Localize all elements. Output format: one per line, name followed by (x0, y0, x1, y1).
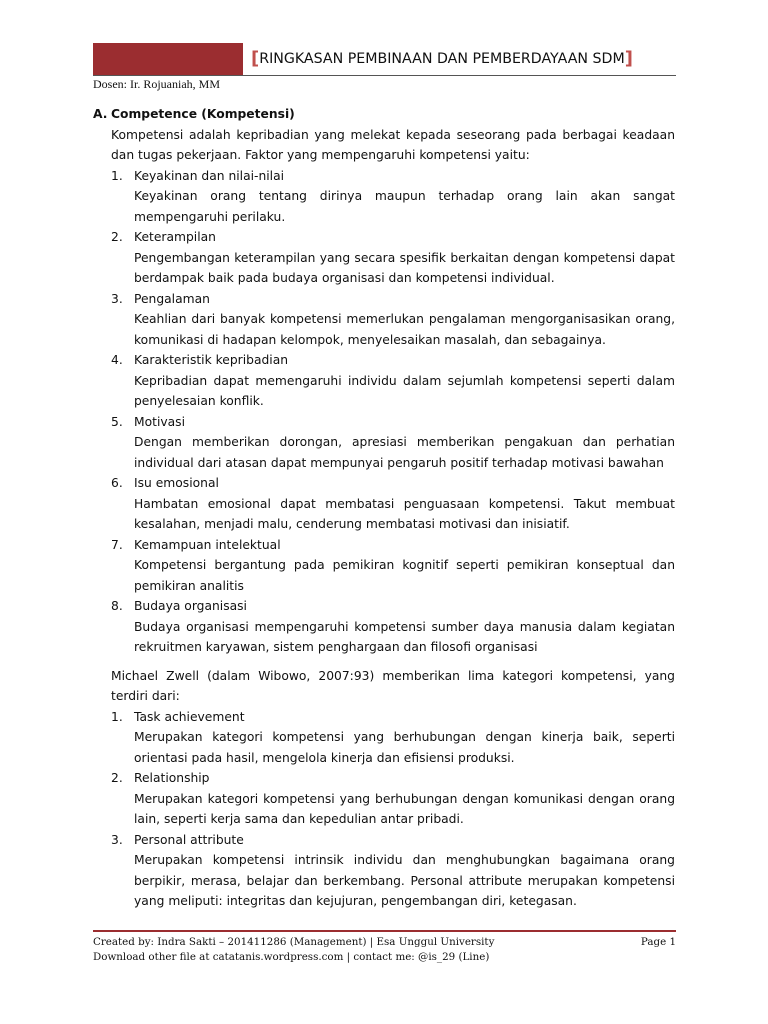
item-number: 4. (111, 353, 123, 367)
item-number: 2. (111, 230, 123, 244)
factor-item (111, 289, 675, 351)
item-title: Budaya organisasi (134, 599, 247, 613)
category-item (111, 707, 675, 769)
item-number: 7. (111, 537, 123, 552)
item-description: Kompetensi bergantung pada pemikiran kognitif seperti pemikiran konseptual dan pemikiran analitis (134, 558, 675, 593)
factor-list (93, 166, 675, 658)
item-description: Merupakan kompetensi intrinsik individu dan menghubungkan bagaimana orang berpikir, merasa, belajar dan berkembang. Personal attribute merupakan kompetensi yang meliputi: integritas dan kejujuran, pengembangan diri, ketegasan. (134, 853, 675, 908)
item-description: Hambatan emosional dapat membatasi penguasaan kompetensi. Takut membuat kesalahan, menjadi malu, cenderung membatasi motivasi dan inisiatif. (134, 496, 675, 531)
item-title: Relationship (134, 771, 210, 785)
category-list (93, 707, 675, 912)
item-number: 1. (111, 709, 123, 724)
footer-credit: Created by: Indra Sakti – 201411286 (Management) | Esa Unggul University (93, 936, 495, 948)
title-text: RINGKASAN PEMBINAAN DAN PEMBERDAYAAN SDM (259, 51, 625, 67)
document-body (93, 104, 675, 912)
item-number: 1. (111, 168, 123, 183)
item-number: 3. (111, 291, 123, 306)
factor-item (111, 535, 675, 597)
item-description: Kepribadian dapat memengaruhi individu dalam sejumlah kompetensi seperti dalam penyelesaian konflik. (134, 373, 675, 408)
factor-item (111, 350, 675, 412)
item-number: 6. (111, 476, 123, 490)
item-description: Dengan memberikan dorongan, apresiasi memberikan pengakuan dan perhatian individual dari atasan dapat mempunyai pengaruh positif terhadap motivasi bawahan (134, 435, 675, 470)
item-title: Kemampuan intelektual (134, 537, 281, 552)
item-description: Keyakinan orang tentang dirinya maupun terhadap orang lain akan sangat mempengaruhi perilaku. (134, 189, 675, 224)
page-number: Page 1 (640, 936, 676, 948)
factor-item (111, 227, 675, 289)
item-description: Budaya organisasi mempengaruhi kompetensi sumber daya manusia dalam kegiatan rekruitmen karyawan, sistem penghargaan dan filosofi organisasi (134, 619, 675, 654)
header-color-bar (93, 43, 243, 75)
footer-line-1 (93, 936, 676, 948)
item-title: Isu emosional (134, 476, 219, 490)
item-title: Keterampilan (134, 230, 216, 244)
factor-item (111, 166, 675, 228)
intro-paragraph: Kompetensi adalah kepribadian yang melekat kepada seseorang pada berbagai keadaan dan tugas pekerjaan. Faktor yang mempengaruhi kompetensi yaitu: (111, 127, 675, 162)
category-item (111, 768, 675, 830)
section-heading-text: Competence (Kompetensi) (111, 107, 295, 121)
paragraph-gap (93, 658, 675, 666)
title-bracket-open: [ (251, 48, 260, 69)
item-title: Karakteristik kepribadian (134, 353, 289, 367)
lecturer-line: Dosen: Ir. Rojuaniah, MM (93, 77, 220, 91)
item-number: 2. (111, 771, 123, 785)
footer-line-2: Download other file at catatanis.wordpress.com | contact me: @is_29 (Line) (93, 951, 490, 963)
factor-item (111, 412, 675, 474)
header-divider (93, 75, 676, 76)
document-title (251, 48, 633, 69)
item-description: Merupakan kategori kompetensi yang berhubungan dengan kinerja baik, seperti orientasi pada hasil, mengelola kinerja dan efisiensi produksi. (134, 730, 675, 765)
zwell-paragraph: Michael Zwell (dalam Wibowo, 2007:93) memberikan lima kategori kompetensi, yang terdiri dari: (111, 668, 675, 703)
category-item (111, 830, 675, 912)
factor-item (111, 473, 675, 535)
item-description: Pengembangan keterampilan yang secara spesifik berkaitan dengan kompetensi dapat berdampak baik pada budaya organisasi dan kompetensi individual. (134, 250, 675, 285)
item-description: Merupakan kategori kompetensi yang berhubungan dengan komunikasi dengan orang lain, seperti kerja sama dan kepedulian antar pribadi. (134, 791, 675, 826)
item-title: Motivasi (134, 414, 186, 429)
section-letter: A. (93, 107, 108, 121)
item-number: 3. (111, 832, 123, 847)
item-title: Personal attribute (134, 832, 244, 847)
section-heading (93, 104, 675, 125)
item-title: Task achievement (134, 709, 245, 724)
footer-divider (93, 930, 676, 932)
item-number: 5. (111, 414, 123, 429)
factor-item (111, 596, 675, 658)
item-title: Pengalaman (134, 291, 210, 306)
item-description: Keahlian dari banyak kompetensi memerlukan pengalaman mengorganisasikan orang, komunikasi di hadapan kelompok, menyelesaikan masalah, dan sebagainya. (134, 312, 675, 347)
item-title: Keyakinan dan nilai-nilai (134, 168, 285, 183)
item-number: 8. (111, 599, 123, 613)
title-bracket-close: ] (624, 48, 633, 69)
